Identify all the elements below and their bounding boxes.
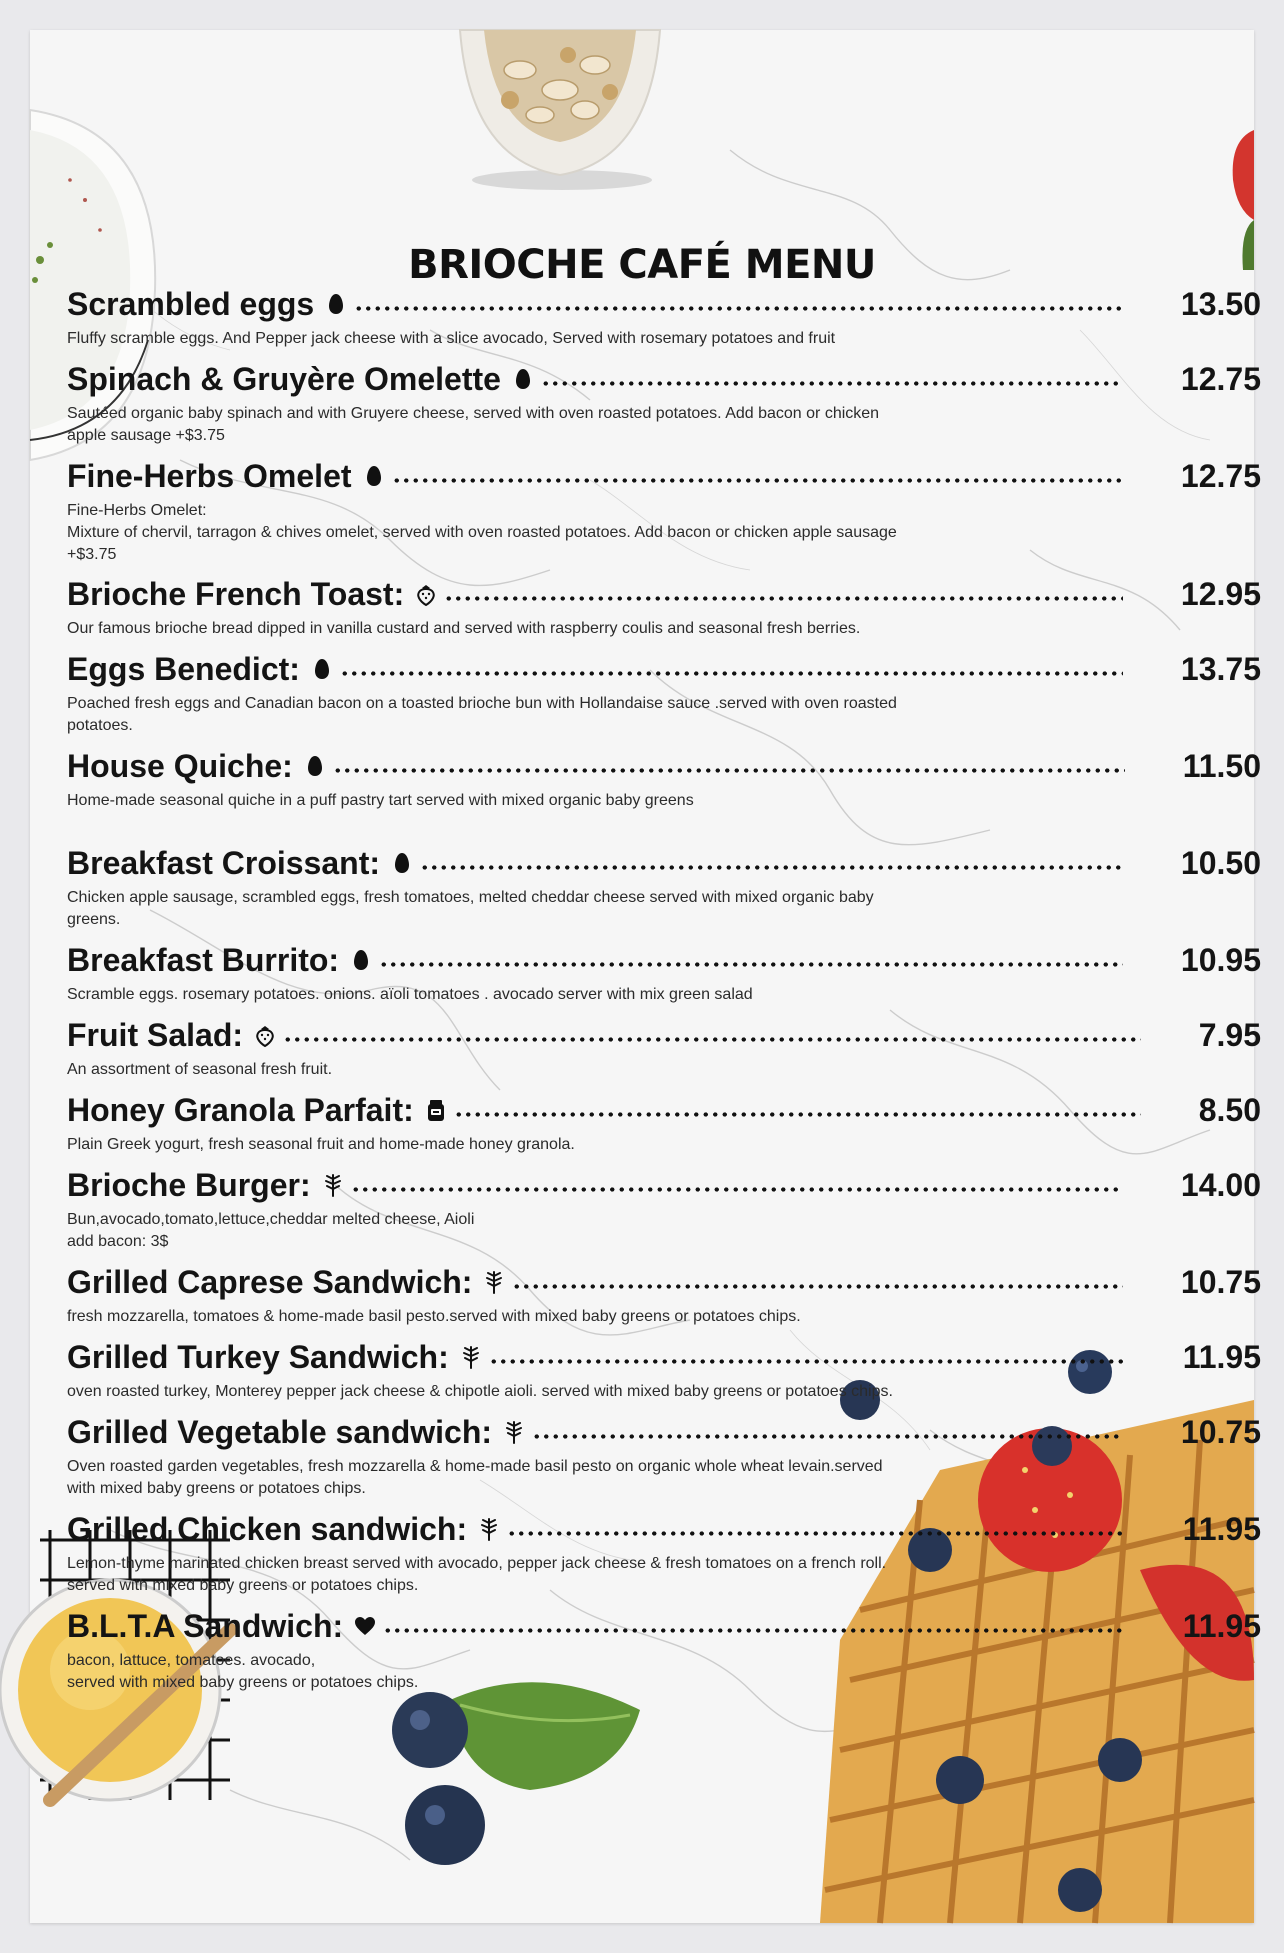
menu-item-description xyxy=(67,1134,1127,1156)
menu-item-price: 13.50 xyxy=(1180,286,1261,322)
menu-item-description xyxy=(67,984,1127,1006)
dot-leader xyxy=(541,381,1123,386)
description-line: served with mixed baby greens or potatoes chips. xyxy=(67,1577,419,1594)
menu-item-header xyxy=(67,1165,1261,1205)
egg-icon xyxy=(310,657,334,681)
menu-item-description xyxy=(67,693,1127,737)
description-line: Lemon-thyme marinated chicken breast served with avocado, pepper jack cheese & fresh tomatoes on a french roll. xyxy=(67,1555,887,1572)
description-line: Plain Greek yogurt, fresh seasonal fruit and home-made honey granola. xyxy=(67,1136,575,1153)
description-line: An assortment of seasonal fresh fruit. xyxy=(67,1061,333,1078)
strawberry-icon xyxy=(253,1023,277,1047)
egg-icon xyxy=(390,851,414,875)
description-line: Sautéed organic baby spinach and with Gruyere cheese, served with oven roasted potatoes. Add bacon or chicken xyxy=(67,405,880,422)
menu-item-description xyxy=(67,1306,1127,1328)
description-line: Scramble eggs. rosemary potatoes. onions. aïoli tomatoes . avocado server with mix green salad xyxy=(67,986,753,1003)
description-line: Our famous brioche bread dipped in vanilla custard and served with raspberry coulis and seasonal fresh berries. xyxy=(67,620,861,637)
menu-item-name: Spinach & Gruyère Omelette xyxy=(67,361,501,397)
dot-leader xyxy=(392,478,1123,483)
dot-leader xyxy=(351,1187,1123,1192)
description-line: Bun,avocado,tomato,lettuce,cheddar melted cheese, Aioli xyxy=(67,1211,475,1228)
menu-item-price: 12.75 xyxy=(1180,361,1261,397)
dot-leader xyxy=(333,768,1125,773)
dot-leader xyxy=(454,1112,1141,1117)
menu-item-description xyxy=(67,1650,1127,1694)
egg-icon xyxy=(349,948,373,972)
menu-item-name: Breakfast Burrito: xyxy=(67,942,340,978)
description-line: oven roasted turkey, Monterey pepper jack cheese & chipotle aioli. served with mixed baby greens or potatoes chips. xyxy=(67,1383,893,1400)
menu-item-description xyxy=(67,618,1127,640)
menu-item-price: 12.95 xyxy=(1180,576,1261,612)
menu-item-header xyxy=(67,746,1261,786)
menu-item-name: Eggs Benedict: xyxy=(67,651,300,687)
dot-leader xyxy=(512,1284,1123,1289)
description-line: greens. xyxy=(67,911,121,928)
menu-item-name: Grilled Caprese Sandwich: xyxy=(67,1264,473,1300)
menu-item-name: Grilled Turkey Sandwich: xyxy=(67,1339,449,1375)
menu-title: BRIOCHE CAFÉ MENU xyxy=(408,242,876,288)
menu-item-header xyxy=(67,940,1261,980)
menu-item-name: Fruit Salad: xyxy=(67,1017,244,1053)
menu-item-header xyxy=(67,1015,1261,1055)
menu-item-price: 11.95 xyxy=(1182,1608,1261,1644)
menu-item-price: 12.75 xyxy=(1180,458,1261,494)
menu-item-name: Scrambled eggs xyxy=(67,286,315,322)
description-line: Mixture of chervil, tarragon & chives omelet, served with oven roasted potatoes. Add bacon or chicken apple sausage xyxy=(67,524,897,541)
menu-item-name: Fine-Herbs Omelet xyxy=(67,458,352,494)
menu-item-header xyxy=(67,456,1261,496)
description-line: Home-made seasonal quiche in a puff pastry tart served with mixed organic baby greens xyxy=(67,792,694,809)
description-line: Fine-Herbs Omelet: xyxy=(67,502,207,519)
menu-item-header xyxy=(67,1090,1261,1130)
menu-item-description xyxy=(67,403,1127,447)
dot-leader xyxy=(444,596,1123,601)
egg-icon xyxy=(303,754,327,778)
menu-item-description xyxy=(67,1456,1127,1500)
dot-leader xyxy=(340,671,1123,676)
description-line: Oven roasted garden vegetables, fresh mozzarella & home-made basil pesto on organic whole wheat levain.served xyxy=(67,1458,883,1475)
egg-icon xyxy=(324,292,348,316)
dot-leader xyxy=(283,1037,1141,1042)
dot-leader xyxy=(420,865,1123,870)
wheat-icon xyxy=(482,1270,506,1294)
egg-icon xyxy=(362,464,386,488)
menu-list xyxy=(67,284,1261,1764)
menu-item-description xyxy=(67,1059,1127,1081)
menu-item-name: Honey Granola Parfait: xyxy=(67,1092,414,1128)
description-line: fresh mozzarella, tomatoes & home-made basil pesto.served with mixed baby greens or potatoes chips. xyxy=(67,1308,801,1325)
menu-item-price: 10.95 xyxy=(1180,942,1261,978)
heart-icon xyxy=(353,1614,377,1638)
description-line: apple sausage +$3.75 xyxy=(67,427,225,444)
wheat-icon xyxy=(477,1517,501,1541)
menu-item-description xyxy=(67,1381,1127,1403)
egg-icon xyxy=(511,367,535,391)
menu-item-description xyxy=(67,1553,1127,1597)
menu-item-price: 10.75 xyxy=(1180,1414,1261,1450)
menu-item-description xyxy=(67,1209,1127,1253)
menu-item-header xyxy=(67,1606,1261,1646)
honey-jar-icon xyxy=(424,1098,448,1122)
description-line: Poached fresh eggs and Canadian bacon on a toasted brioche bun with Hollandaise sauce .served with oven roasted xyxy=(67,695,897,712)
wheat-icon xyxy=(502,1420,526,1444)
strawberry-icon xyxy=(414,582,438,606)
menu-item-description xyxy=(67,790,1127,812)
dot-leader xyxy=(532,1434,1123,1439)
menu-item-name: Brioche Burger: xyxy=(67,1167,311,1203)
menu-item-price: 11.50 xyxy=(1182,748,1261,784)
menu-item-price: 11.95 xyxy=(1182,1511,1261,1547)
menu-item-header xyxy=(67,1509,1261,1549)
menu-item-name: House Quiche: xyxy=(67,748,293,784)
menu-item-header xyxy=(67,649,1261,689)
dot-leader xyxy=(489,1359,1125,1364)
description-line: +$3.75 xyxy=(67,546,117,563)
menu-item-price: 10.75 xyxy=(1180,1264,1261,1300)
menu-item-price: 14.00 xyxy=(1180,1167,1261,1203)
menu-item-price: 10.50 xyxy=(1180,845,1261,881)
menu-item-price: 8.50 xyxy=(1198,1092,1261,1128)
wheat-icon xyxy=(321,1173,345,1197)
menu-item-price: 11.95 xyxy=(1182,1339,1261,1375)
description-line: bacon, lattuce, tomatoes. avocado, xyxy=(67,1652,316,1669)
description-line: Chicken apple sausage, scrambled eggs, fresh tomatoes, melted cheddar cheese served with mixed organic baby xyxy=(67,889,874,906)
menu-item-description xyxy=(67,500,1127,566)
description-line: add bacon: 3$ xyxy=(67,1233,169,1250)
nut-bowl-image xyxy=(450,30,670,190)
dot-leader xyxy=(354,306,1123,311)
menu-item-name: Grilled Vegetable sandwich: xyxy=(67,1414,493,1450)
menu-item-header xyxy=(67,843,1261,883)
description-line: served with mixed baby greens or potatoes chips. xyxy=(67,1674,419,1691)
description-line: potatoes. xyxy=(67,717,133,734)
menu-item-name: B.L.T.A Sandwich: xyxy=(67,1608,344,1644)
description-line: with mixed baby greens or potatoes chips. xyxy=(67,1480,366,1497)
wheat-icon xyxy=(459,1345,483,1369)
menu-item-name: Brioche French Toast: xyxy=(67,576,405,612)
menu-item-header xyxy=(67,284,1261,324)
menu-item-header xyxy=(67,359,1261,399)
menu-item-price: 7.95 xyxy=(1198,1017,1261,1053)
menu-item-price: 13.75 xyxy=(1180,651,1261,687)
menu-item-description xyxy=(67,887,1127,931)
dot-leader xyxy=(507,1531,1125,1536)
menu-item-name: Breakfast Croissant: xyxy=(67,845,380,881)
menu-page xyxy=(30,30,1261,1923)
menu-item-header xyxy=(67,1412,1261,1452)
menu-item-header xyxy=(67,1262,1261,1302)
menu-item-header xyxy=(67,1337,1261,1377)
dot-leader xyxy=(379,962,1123,967)
menu-item-name: Grilled Chicken sandwich: xyxy=(67,1511,468,1547)
menu-item-description xyxy=(67,328,1127,350)
description-line: Fluffy scramble eggs. And Pepper jack cheese with a slice avocado, Served with rosemary potatoes and fruit xyxy=(67,330,836,347)
menu-item-header xyxy=(67,574,1261,614)
dot-leader xyxy=(383,1628,1125,1633)
